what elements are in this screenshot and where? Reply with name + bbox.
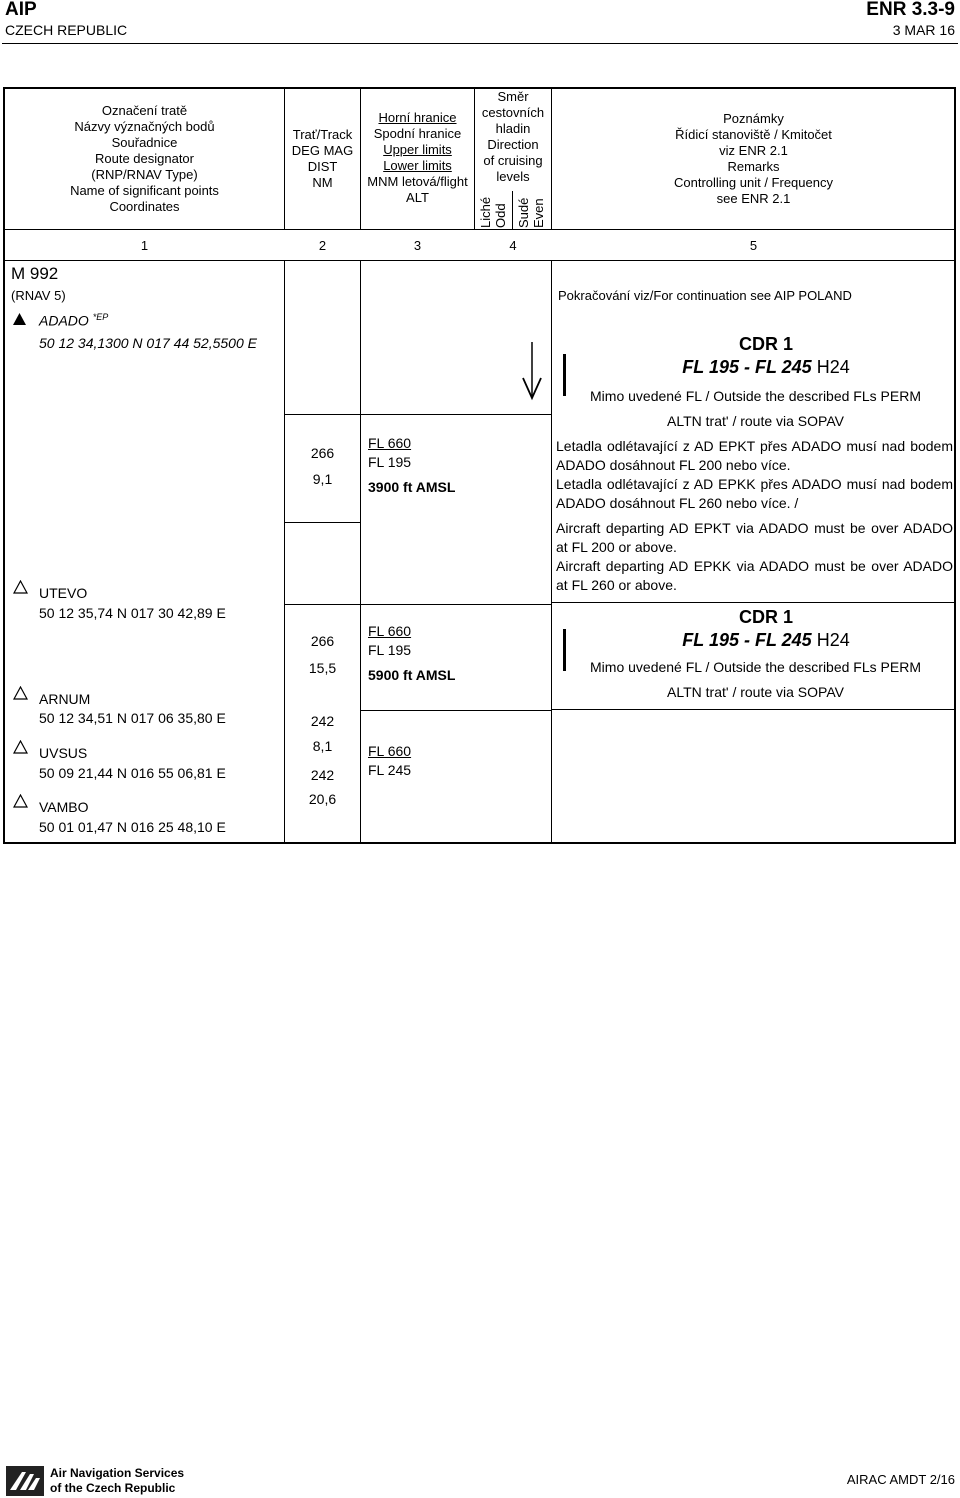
cdr-1-label: CDR 1 [738, 334, 793, 354]
col5-header: Poznámky Řídicí stanoviště / Kmitočet viz ENR 2.1 Remarks Controlling unit / Frequency see ENR 2.1 [674, 111, 833, 206]
point-vambo-name: VAMBO [39, 799, 89, 815]
segment-rule-1 [285, 414, 551, 415]
cdr-1-altn: ALTN trat' / route via SOPAV [667, 413, 844, 429]
body-col-divider-4 [551, 261, 552, 843]
segment-3-dist: 8,1 [312, 738, 333, 754]
header-bottom-rule [5, 229, 955, 230]
body-col-divider-2 [360, 261, 361, 843]
col4-odd-label: Liché Odd [478, 196, 508, 228]
ans-cr-logo-icon [6, 1466, 44, 1496]
col-number-1: 1 [140, 238, 149, 253]
col-number-5: 5 [749, 238, 758, 253]
numbers-bottom-rule [5, 260, 955, 261]
reporting-point-icon [13, 580, 28, 594]
segment-1-track: 266 [310, 445, 335, 461]
point-adado-coords: 50 12 34,1300 N 017 44 52,5500 E [39, 335, 257, 351]
segment-2-mnm: 5900 ft AMSL [368, 667, 456, 683]
segment-2-track: 266 [310, 633, 335, 649]
segment-4-lower: FL 245 [368, 762, 412, 778]
cdr-1-outside: Mimo uvedené FL / Outside the described FLs PERM [590, 388, 921, 404]
header-rule [2, 43, 958, 44]
segment-rule-3 [361, 710, 551, 711]
col-number-2: 2 [318, 238, 327, 253]
col4-header: Směr cestovních hladin Direction of cruising levels [481, 89, 545, 184]
col-divider-odd-even [512, 191, 513, 229]
route-type: (RNAV 5) [11, 288, 66, 303]
cdr-2-outside: Mimo uvedené FL / Outside the described FLs PERM [590, 659, 921, 675]
col1-header: Označení tratě Názvy význačných bodů Souřadnice Route designator (RNP/RNAV Type) Name of significant points Coordinates [70, 103, 219, 214]
segment-2-lower: FL 195 [368, 642, 412, 658]
cdr-2-levels: FL 195 - FL 245 H24 [682, 630, 850, 650]
segment-4-track: 242 [310, 767, 335, 783]
point-adado-name: ADADO $^{*EP}$ [39, 312, 109, 329]
reporting-point-icon [13, 794, 28, 808]
segment-2-dist: 15,5 [308, 660, 337, 676]
segment-4-dist: 20,6 [308, 791, 337, 807]
page-section-number: ENR 3.3-9 [866, 0, 955, 20]
segment-1-upper: FL 660 [368, 435, 412, 451]
col4-even-label: Sudé Even [516, 197, 546, 228]
point-utevo-coords: 50 12 35,74 N 017 30 42,89 E [39, 605, 226, 621]
remarks-rule-2 [552, 709, 955, 710]
direction-arrow-down-icon [520, 340, 544, 402]
col3-header: Horní hranice Spodní hranice Upper limits Lower limits MNM letová/flight ALT [367, 110, 468, 205]
col-number-4: 4 [509, 238, 517, 253]
point-utevo-name: UTEVO [39, 585, 88, 601]
page-title-aip: AIP [5, 0, 37, 20]
remark-cz-epkt: Letadla odlétavající z AD EPKT přes ADADO musí nad bodem ADADO dosáhnout FL 200 nebo více. [556, 438, 953, 473]
segment-1-mnm: 3900 ft AMSL [368, 479, 456, 495]
reporting-point-icon [13, 686, 28, 700]
segment-1-dist: 9,1 [312, 471, 333, 487]
point-arnum-name: ARNUM [39, 691, 91, 707]
organization-name: Air Navigation Services of the Czech Republic [50, 1466, 185, 1495]
segment-rule-2a [285, 522, 360, 523]
point-uvsus-coords: 50 09 21,44 N 016 55 06,81 E [39, 765, 226, 781]
col2-header: Trať/Track DEG MAG DIST NM [291, 127, 354, 190]
segment-4-upper: FL 660 [368, 743, 412, 759]
remark-cz-epkk: Letadla odlétavající z AD EPKK přes ADADO musí nad bodem ADADO dosáhnout FL 260 nebo více. / [556, 476, 953, 511]
compulsory-point-icon [12, 312, 27, 326]
segment-2-upper: FL 660 [368, 623, 412, 639]
country-label: CZECH REPUBLIC [5, 22, 128, 38]
cdr-2-altn: ALTN trat' / route via SOPAV [667, 684, 844, 700]
point-arnum-coords: 50 12 34,51 N 017 06 35,80 E [39, 710, 226, 726]
segment-3-track: 242 [310, 713, 335, 729]
segment-rule-2 [285, 604, 551, 605]
segment-1-lower: FL 195 [368, 454, 412, 470]
continuation-note: Pokračování viz/For continuation see AIP POLAND [558, 288, 852, 303]
remark-en-epkk: Aircraft departing AD EPKK via ADADO must be over ADADO at FL 260 or above. [556, 558, 953, 593]
point-uvsus-name: UVSUS [39, 745, 88, 761]
cdr-2-label: CDR 1 [738, 607, 793, 627]
remarks-rule-1 [552, 602, 955, 603]
route-designator: M 992 [11, 264, 59, 283]
effective-date: 3 MAR 16 [892, 22, 955, 38]
remark-en-epkt: Aircraft departing AD EPKT via ADADO must be over ADADO at FL 200 or above. [556, 520, 953, 555]
reporting-point-icon [13, 740, 28, 754]
col-number-3: 3 [413, 238, 422, 253]
point-vambo-coords: 50 01 01,47 N 016 25 48,10 E [39, 819, 226, 835]
amendment-number: AIRAC AMDT 2/16 [846, 1472, 955, 1487]
cdr-1-levels: FL 195 - FL 245 H24 [682, 357, 850, 377]
